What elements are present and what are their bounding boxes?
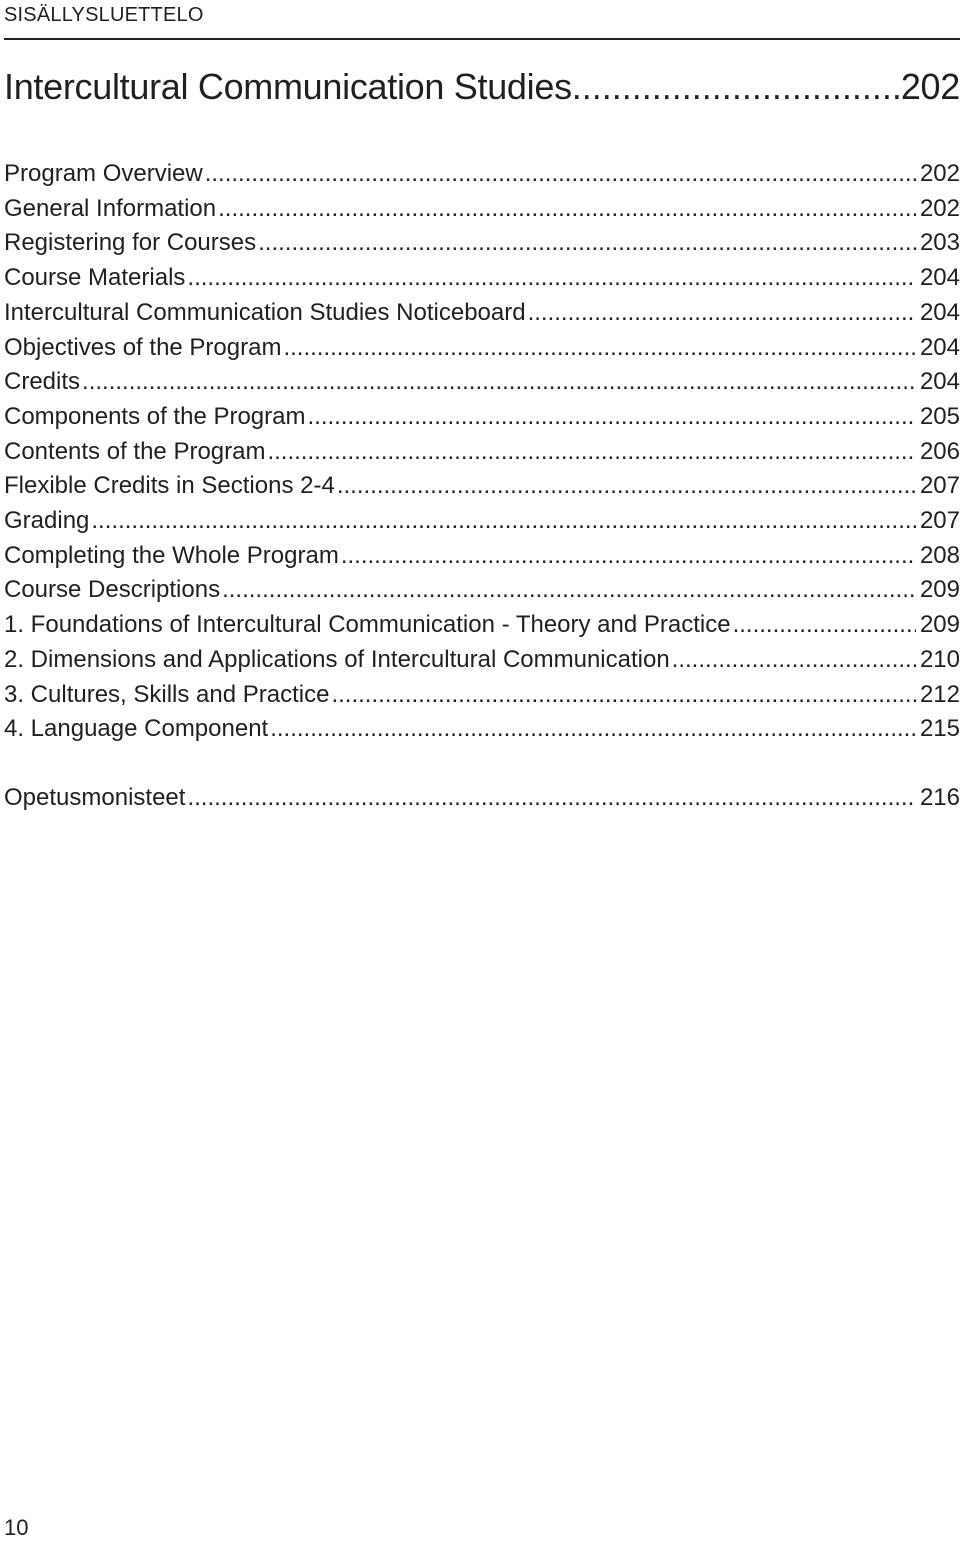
toc-entry-label: Opetusmonisteet	[4, 784, 186, 811]
toc-entry-page: 209	[919, 611, 960, 639]
dot-leader	[528, 299, 916, 327]
toc-entry-course-materials[interactable]	[4, 264, 960, 292]
toc-entry-page: 215	[919, 715, 960, 743]
toc-entry-page: 207	[919, 472, 960, 500]
dot-leader	[218, 195, 916, 223]
toc-entry-label: 2. Dimensions and Applications of Intercultural Communication	[4, 645, 670, 673]
toc-entry-label: Intercultural Communication Studies Noticeboard	[4, 298, 526, 326]
toc-entry-flexible-credits[interactable]	[4, 472, 960, 500]
toc-entry-credits[interactable]	[4, 368, 960, 396]
dot-leader	[337, 472, 916, 500]
toc-entry-contents[interactable]	[4, 438, 960, 466]
dot-leader	[733, 611, 916, 639]
toc-entry-label: Credits	[4, 368, 81, 396]
toc-main-title-page: 202	[900, 66, 960, 107]
toc-entry-label: Flexible Credits in Sections 2-4	[4, 472, 335, 500]
toc-entry-label: Grading	[4, 507, 90, 534]
dot-leader	[187, 264, 916, 292]
header-rule	[4, 38, 960, 40]
toc-entry-page: 210	[919, 645, 960, 673]
toc-entry-label: General Information	[4, 194, 217, 222]
toc-entry-section-4[interactable]	[4, 715, 960, 743]
toc-entry-label: Components of the Program	[4, 402, 306, 430]
dot-leader	[187, 784, 916, 812]
toc-entry-page: 202	[919, 160, 960, 187]
dot-leader	[91, 507, 916, 535]
toc-entry-page: 216	[919, 784, 960, 811]
toc-entry-page: 204	[919, 368, 960, 396]
toc-main-title[interactable]	[4, 66, 960, 108]
dot-leader	[283, 334, 916, 362]
toc-entry-page: 204	[919, 333, 960, 361]
toc-entry-page: 206	[919, 437, 960, 465]
toc-entry-opetusmonisteet[interactable]	[4, 784, 960, 812]
toc-entry-page: 208	[919, 541, 960, 569]
dot-leader	[331, 681, 915, 709]
toc-entry-page: 202	[919, 194, 960, 222]
dot-leader	[82, 368, 916, 396]
running-head: SISÄLLYSLUETTELO	[4, 4, 204, 26]
dot-leader	[205, 160, 916, 188]
toc-entry-general-information[interactable]	[4, 195, 960, 223]
dot-leader	[267, 438, 915, 466]
toc-entry-page: 212	[919, 680, 960, 708]
toc-entry-program-overview[interactable]	[4, 160, 960, 188]
toc-entry-noticeboard[interactable]	[4, 299, 960, 327]
toc-entry-section-3[interactable]	[4, 681, 960, 709]
toc-entry-label: Completing the Whole Program	[4, 541, 339, 569]
page-number: 10	[4, 1515, 29, 1540]
toc-entry-grading[interactable]	[4, 507, 960, 535]
toc-entry-page: 209	[919, 576, 960, 604]
toc-entry-course-descriptions[interactable]	[4, 576, 960, 604]
toc-entry-components[interactable]	[4, 403, 960, 431]
toc-entry-completing[interactable]	[4, 542, 960, 570]
toc-entry-page: 204	[919, 298, 960, 326]
dot-leader	[672, 646, 916, 674]
toc-entry-page: 204	[919, 264, 960, 292]
toc-entry-label: Contents of the Program	[4, 437, 266, 465]
toc-entry-label: 4. Language Component	[4, 715, 269, 743]
toc-entry-section-1[interactable]	[4, 611, 960, 639]
toc-entry-label: 1. Foundations of Intercultural Communication - Theory and Practice	[4, 611, 731, 639]
toc-entry-label: Registering for Courses	[4, 229, 257, 257]
dot-leader	[222, 576, 916, 604]
dot-leader	[341, 542, 916, 570]
dot-leader	[258, 229, 916, 257]
toc-entry-objectives[interactable]	[4, 334, 960, 362]
toc-entry-page: 203	[919, 229, 960, 257]
toc-entry-label: Course Descriptions	[4, 576, 221, 604]
dot-leader	[572, 66, 901, 108]
toc-entry-label: Objectives of the Program	[4, 333, 282, 361]
toc-entry-section-2[interactable]	[4, 646, 960, 674]
toc-entry-label: Program Overview	[4, 160, 203, 187]
toc-entry-label: 3. Cultures, Skills and Practice	[4, 680, 330, 708]
dot-leader	[308, 403, 916, 431]
toc-entry-page: 207	[919, 507, 960, 534]
toc-entry-page: 205	[919, 402, 960, 430]
toc-entry-registering-for-courses[interactable]	[4, 229, 960, 257]
toc-entry-label: Course Materials	[4, 264, 186, 292]
dot-leader	[270, 715, 916, 743]
toc-main-title-label: Intercultural Communication Studies	[4, 66, 572, 107]
